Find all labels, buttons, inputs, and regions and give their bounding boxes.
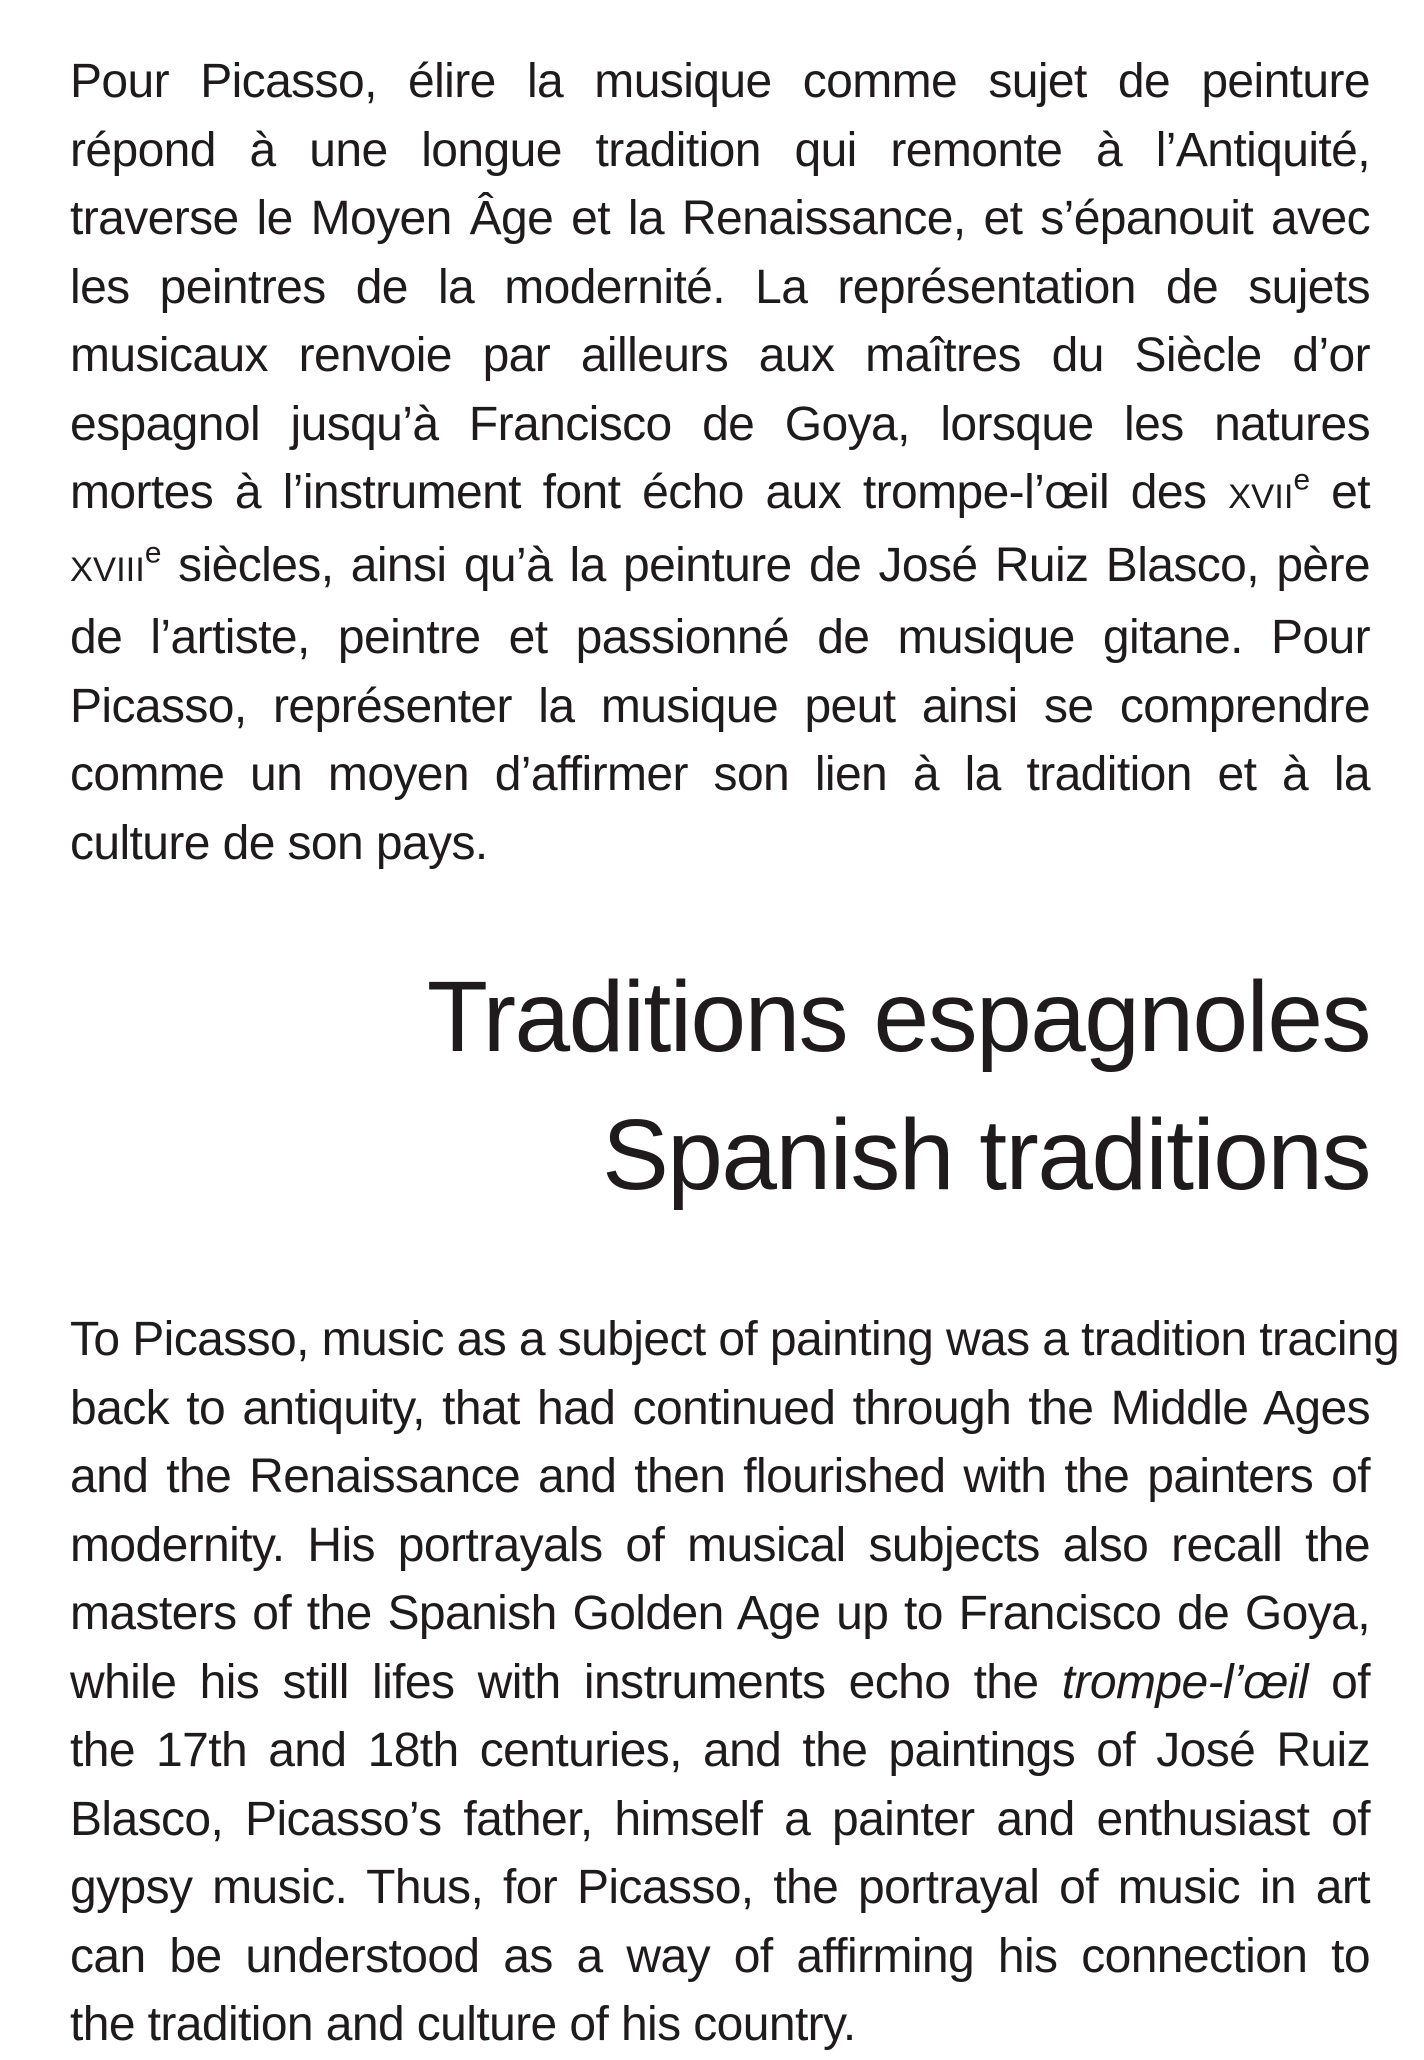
- text-fragment: of: [1307, 1655, 1370, 1709]
- text-fragment: et: [1309, 466, 1370, 519]
- text-line: and the Renaissance and then flourished with the painters of: [70, 1450, 1370, 1503]
- heading-english: Spanish traditions: [602, 1099, 1370, 1211]
- english-paragraph: [70, 1306, 1400, 2060]
- text-line: musicaux renvoie par ailleurs aux maîtres du Siècle d’or: [70, 329, 1370, 382]
- text-line: can be understood as a way of affirming his connection to: [70, 1929, 1370, 1983]
- text-line: espagnol jusqu’à Francisco de Goya, lorsque les natures: [70, 397, 1370, 451]
- italic-term: trompe-l’œil: [1061, 1655, 1308, 1709]
- text-line: culture de son pays.: [70, 816, 488, 870]
- century-numeral: XVII: [1228, 478, 1294, 516]
- text-fragment: siècles, ainsi qu’à la peinture de José Ruiz Blasco, père: [160, 538, 1370, 592]
- french-paragraph: [70, 48, 1370, 878]
- text-line: gypsy music. Thus, for Picasso, the portrayal of music in art: [70, 1861, 1370, 1914]
- text-line: traverse le Moyen Âge et la Renaissance, et s’épanouit avec: [70, 192, 1370, 245]
- page-content: [70, 48, 1400, 2060]
- century-superscript: e: [144, 536, 161, 570]
- text-line: To Picasso, music as a subject of painting was a tradition tracing: [70, 1313, 1400, 1366]
- text-line: modernity. His portrayals of musical subjects also recall the: [70, 1518, 1370, 1572]
- century-superscript: e: [1293, 463, 1310, 497]
- text-line: Pour Picasso, élire la musique comme sujet de peinture: [70, 55, 1370, 108]
- text-fragment: mortes à l’instrument font écho aux trompe-l’œil des: [70, 466, 1229, 519]
- text-line: Picasso, représenter la musique peut ainsi se comprendre: [70, 679, 1370, 733]
- text-line: masters of the Spanish Golden Age up to Francisco de Goya,: [70, 1587, 1370, 1640]
- century-numeral: XVIII: [70, 550, 145, 589]
- text-line: les peintres de la modernité. La représentation de sujets: [70, 260, 1370, 314]
- section-heading: [70, 948, 1370, 1224]
- text-line: Blasco, Picasso’s father, himself a painter and enthusiast of: [70, 1792, 1370, 1846]
- text-fragment: while his still lifes with instruments echo the: [70, 1655, 1062, 1709]
- text-line: comme un moyen d’affirmer son lien à la tradition et à la: [70, 748, 1370, 801]
- text-line: the tradition and culture of his country.: [70, 1998, 856, 2051]
- text-line: de l’artiste, peintre et passionné de musique gitane. Pour: [70, 611, 1370, 664]
- heading-french: Traditions espagnoles: [426, 961, 1370, 1073]
- text-line: back to antiquity, that had continued through the Middle Ages: [70, 1381, 1370, 1435]
- text-line: [70, 459, 1370, 532]
- text-line: [70, 532, 1370, 605]
- text-line: répond à une longue tradition qui remonte à l’Antiquité,: [70, 123, 1370, 177]
- text-line: [70, 1649, 1370, 1718]
- text-line: the 17th and 18th centuries, and the paintings of José Ruiz: [70, 1724, 1370, 1777]
